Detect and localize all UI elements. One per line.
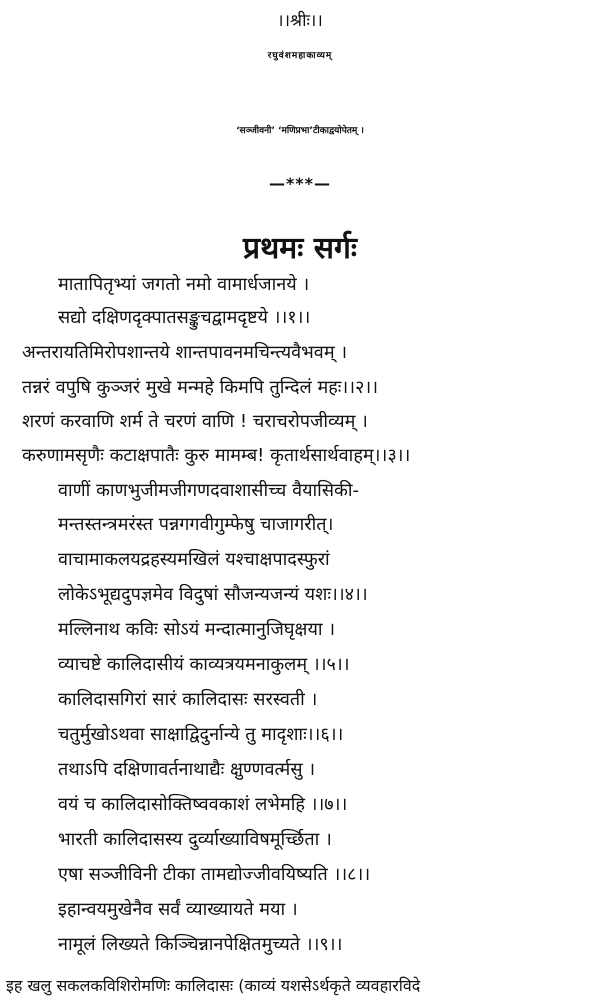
verse-text: वाचामाकलयद्रहस्यमखिलं यश्चाक्षपादस्फुरां xyxy=(58,549,330,570)
verse-line xyxy=(0,375,600,408)
verse-line xyxy=(0,862,600,895)
canto-heading: प्रथमः सर्गः xyxy=(243,231,357,266)
commentary-opening-line: इह खलु सकलकविशिरोमणिः कालिदासः (काव्यं यशसेऽर्थकृते व्यवहारविदे xyxy=(6,976,421,995)
invocation: ।।श्रीः।। xyxy=(277,11,323,31)
verse-line xyxy=(0,617,600,650)
verse-line xyxy=(0,897,600,930)
verse-line xyxy=(0,340,600,373)
verse-text: तन्नरं वपुषि कुञ्जरं मुखे मन्महे किमपि तुन्दिलं महः।।२।। xyxy=(22,377,379,398)
verse-text: वयं च कालिदासोक्तिष्ववकाशं लभेमहि ।।७।। xyxy=(58,794,348,815)
verse-line xyxy=(0,827,600,860)
verse-line xyxy=(0,722,600,755)
verse-line xyxy=(0,305,600,338)
verse-text: शरणं करवाणि शर्म ते चरणं वाणि ! चराचरोपजीव्यम् । xyxy=(22,411,368,432)
verse-line xyxy=(0,792,600,825)
verse-text: तथाऽपि दक्षिणावर्तनाथाद्यैः क्षुण्णवर्त्मसु । xyxy=(58,759,316,780)
verse-text: एषा सञ्जीविनी टीका तामद्योज्जीवयिष्यति ।।८।। xyxy=(58,864,371,885)
verse-line xyxy=(0,443,600,476)
verse-text: मल्लिनाथ कविः सोऽयं मन्दात्मानुजिघृक्षया । xyxy=(58,619,336,640)
verse-text: लोकेऽभूद्यदुपज्ञमेव विदुषां सौजन्यजन्यं यशः।।४।। xyxy=(58,584,368,605)
commentary-subtitle: ‘सञ्जीवनी’ ‘मणिप्रभा’टीकाद्वयोपेतम् । xyxy=(236,126,364,136)
verse-text: चतुर्मुखोऽथवा साक्षाद्विदुर्नान्ये तु मादृशाः।।६।। xyxy=(58,724,344,745)
verse-line xyxy=(0,272,600,305)
verse-text: वाणीं काणभुजीमजीगणदवाशासीच्च वैयासिकी- xyxy=(58,480,359,501)
verse-text: इहान्वयमुखेनैव सर्वं व्याख्यायते मया । xyxy=(58,899,298,920)
verse-line xyxy=(0,652,600,685)
section-ornament: —***— xyxy=(268,174,332,193)
verse-line xyxy=(0,932,600,965)
verse-line xyxy=(0,547,600,580)
verse-line xyxy=(0,757,600,790)
verse-line xyxy=(0,512,600,545)
verse-text: अन्तरायतिमिरोपशान्तये शान्तपावनमचिन्त्यवैभवम् । xyxy=(22,342,348,363)
verse-line xyxy=(0,478,600,511)
page-title: रघुवंशमहाकाव्यम् xyxy=(267,51,333,61)
verse-text: मातापितृभ्यां जगतो नमो वामार्धजानये । xyxy=(58,274,310,295)
verse-text: नामूलं लिख्यते किञ्चिन्नानपेक्षितमुच्यते ।।९।। xyxy=(58,934,343,955)
verse-line xyxy=(0,687,600,720)
verse-text: मन्तस्तन्त्रमरंस्त पन्नगगवीगुम्फेषु चाजागरीत्। xyxy=(58,514,334,535)
verse-line xyxy=(0,582,600,615)
verse-text: सद्यो दक्षिणदृक्पातसङ्कुचद्वामदृष्टये ।।१।। xyxy=(58,307,311,328)
verse-text: व्याचष्टे कालिदासीयं काव्यत्रयमनाकुलम् ।।५।। xyxy=(58,654,350,675)
verse-text: कालिदासगिरां सारं कालिदासः सरस्वती । xyxy=(58,689,318,710)
verse-text: करुणामसृणैः कटाक्षपातैः कुरु मामम्ब! कृतार्थसार्थवाहम्।।३।। xyxy=(22,445,411,466)
verse-text: भारती कालिदासस्य दुर्व्याख्याविषमूर्च्छिता । xyxy=(58,829,332,850)
verse-line xyxy=(0,409,600,442)
